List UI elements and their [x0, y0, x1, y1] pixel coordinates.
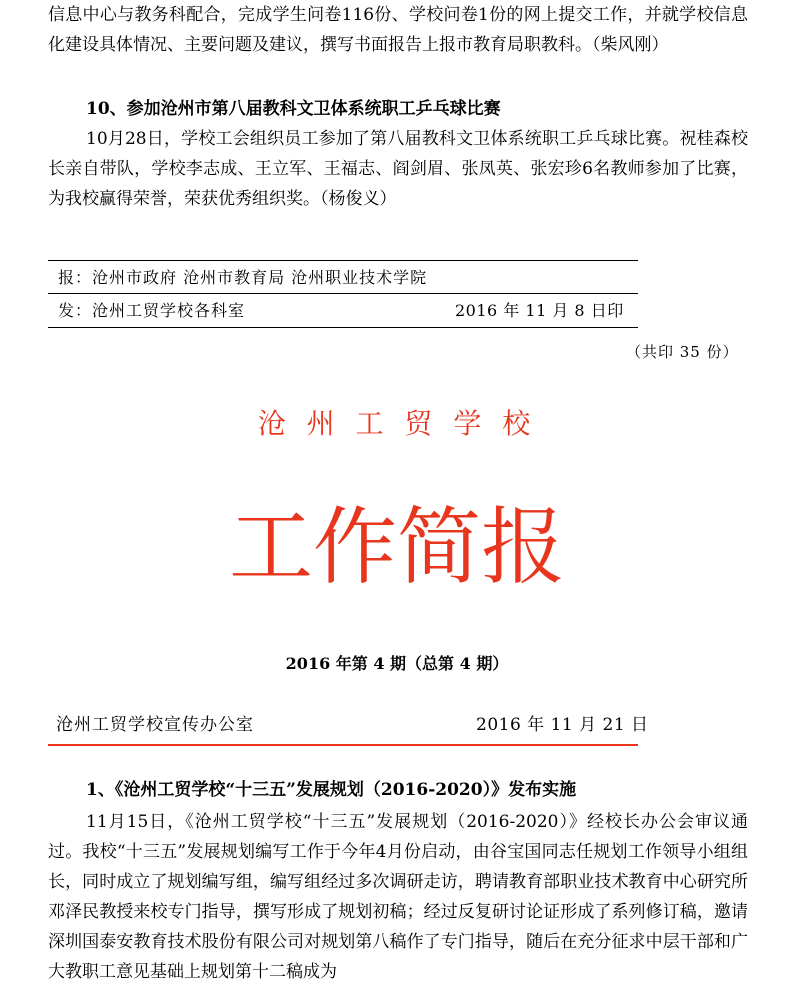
issuer-office: 沧州工贸学校宣传办公室	[56, 715, 254, 735]
school-name: 沧 州 工 贸 学 校	[257, 407, 537, 440]
print-date: 2016 年 11 月 8 日印	[455, 301, 624, 320]
item1-heading: 1、《沧州工贸学校“十三五”发展规划（2016-2020）》发布实施	[86, 780, 577, 800]
issue-number: 2016 年第 4 期（总第 4 期）	[285, 654, 509, 673]
prev-paragraph: 信息中心与教务科配合，完成学生问卷116份、学校问卷1份的网上提交工作，并就学校信息化建设具体情况、主要问题及建议，撰写书面报告上报市教育局职教科。（柴风刚）	[48, 5, 748, 55]
send-to: 发：沧州工贸学校各科室	[58, 301, 246, 320]
briefing-title: 工作简报	[228, 498, 565, 596]
issue-date: 2016 年 11 月 21 日	[476, 715, 649, 735]
divider-top	[48, 260, 638, 261]
item10-body: 10月28日，学校工会组织员工参加了第八届教科文卫体系统职工乒乓球比赛。祝桂森校长亲自带队，学校李志成、王立军、王福志、阎剑眉、张凤英、张宏珍6名教师参加了比赛，为我校赢得荣誉，荣获优秀组织奖。（杨俊义）	[48, 129, 748, 209]
divider-bottom	[48, 327, 638, 328]
copies-count: （共印 35 份）	[626, 343, 739, 361]
item1-body: 11月15日，《沧州工贸学校“十三五”发展规划（2016-2020）》经校长办公会审议通过。我校“十三五”发展规划编写工作于今年4月份启动，由谷宝国同志任规划工作领导小组组长，同时成立了规划编写组，编写组经过多次调研走访，聘请教育部职业技术教育中心研究所邓泽民教授来校专门指导，撰写形成了规划初稿；经过反复研讨论证形成了系列修订稿，邀请深圳国泰安教育技术股份有限公司对规划第八稿作了专门指导，随后在充分征求中层干部和广大教职工意见基础上规划第十二稿成为	[48, 812, 748, 982]
item10-heading: 10、参加沧州市第八届教科文卫体系统职工乒乓球比赛	[86, 99, 501, 119]
divider-middle	[48, 293, 638, 294]
report-to: 报：沧州市政府 沧州市教育局 沧州职业技术学院	[58, 268, 428, 287]
masthead-rule	[48, 744, 638, 746]
